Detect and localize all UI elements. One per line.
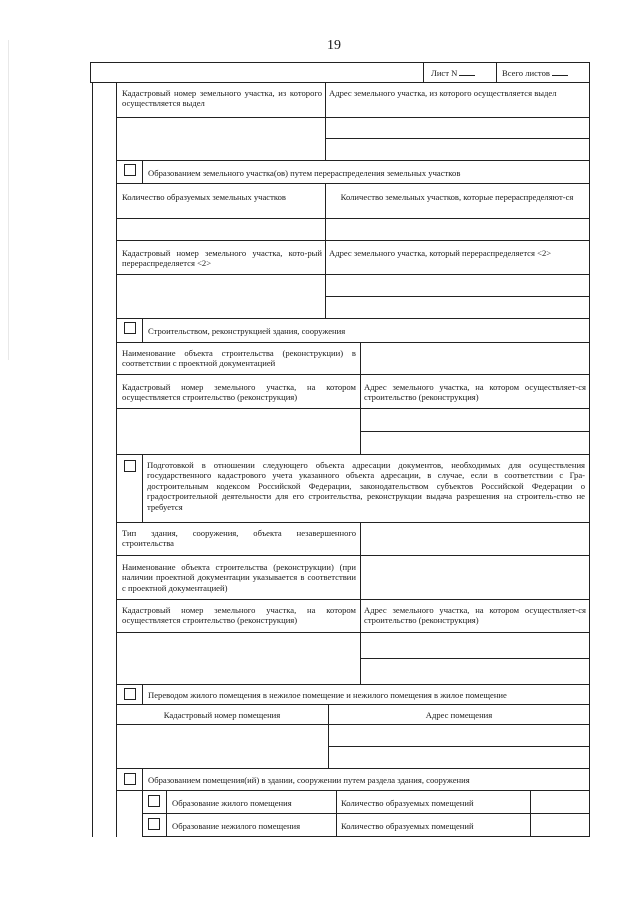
- division-rule-1: [116, 790, 590, 791]
- total-sheets-label: Всего листов: [502, 68, 550, 78]
- preparation-addr-input-2[interactable]: [362, 660, 587, 682]
- redistribution-divider: [325, 183, 326, 318]
- frame-right: [589, 62, 590, 837]
- construction-cad-label: Кадастровый номер земельного участка, на котором осуществляется строительство (реконструкция): [122, 382, 356, 403]
- construction-rule-3: [116, 408, 590, 409]
- transfer-rule-1: [116, 704, 590, 705]
- residential-count-label: Количество образуемых помещений: [341, 798, 474, 808]
- transfer-divider: [328, 704, 329, 768]
- preparation-cad-input[interactable]: [118, 634, 358, 682]
- split-addr-label: Адрес земельного участка, из которого осуществляется выдел: [329, 88, 557, 98]
- total-sheets-field[interactable]: [502, 68, 568, 78]
- construction-addr-input-1[interactable]: [362, 410, 587, 429]
- frame-top: [90, 62, 590, 63]
- redistribution-rule-4: [116, 274, 590, 275]
- construction-rule-5: [116, 454, 590, 455]
- split-cad-label: Кадастровый номер земельного участка, из которого осуществляется выдел: [122, 88, 322, 109]
- transfer-rule-4: [116, 768, 590, 769]
- residential-checkbox[interactable]: [148, 795, 160, 807]
- nonresidential-label: Образование нежилого помещения: [172, 821, 301, 831]
- redistribution-addr-input-2[interactable]: [327, 298, 587, 316]
- preparation-type-label: Тип здания, сооружения, объекта незавершенного строительства: [122, 528, 356, 549]
- transfer-title: Переводом жилого помещения в нежилое помещение и нежилого помещения в жилое помещение: [148, 690, 507, 700]
- count-redistributed-input[interactable]: [327, 220, 587, 238]
- sheet-number-blank: [459, 68, 475, 76]
- construction-cad-input[interactable]: [118, 410, 358, 452]
- split-rule-3: [116, 160, 590, 161]
- scan-artifact: [8, 40, 9, 360]
- construction-name-label: Наименование объекта строительства (реконструкции) в соответствии с проектной документацией: [122, 348, 356, 369]
- split-addr-input-2[interactable]: [327, 140, 587, 158]
- nonresidential-checkbox[interactable]: [148, 818, 160, 830]
- split-addr-input-1[interactable]: [327, 119, 587, 137]
- division-title: Образованием помещения(ий) в здании, сооружении путем раздела здания, сооружения: [148, 775, 470, 785]
- transfer-cad-input[interactable]: [118, 726, 326, 766]
- construction-rule-1: [116, 342, 590, 343]
- redistribution-rule-2: [116, 218, 590, 219]
- count-redistributed-label: Количество земельных участков, которые перераспределяют-ся: [340, 192, 574, 202]
- construction-name-input[interactable]: [362, 344, 587, 372]
- preparation-rule-1: [116, 522, 590, 523]
- division-checkbox[interactable]: [124, 773, 136, 785]
- preparation-title: Подготовкой в отношении следующего объекта адресации документов, необходимых для осуществления государственного кадастрового учета указанного объекта адресации, в случае, если в соответствии с Гра-достроительным кодексом Российской Федерации, законодательством субъектов Российской Федерации о градостроительной деятельности для его строительства, реконструкции выдача разрешения на строитель-ство не требуется: [147, 460, 585, 512]
- redistribution-addr-label: Адрес земельного участка, который перераспределяется <2>: [329, 248, 552, 258]
- preparation-divider: [360, 522, 361, 684]
- count-formed-input[interactable]: [118, 220, 323, 238]
- construction-checkbox[interactable]: [124, 322, 136, 334]
- redistribution-rule-3: [116, 240, 590, 241]
- redistribution-cad-input[interactable]: [118, 276, 323, 316]
- transfer-addr-label: Адрес помещения: [425, 710, 493, 720]
- redistribution-check-divider: [142, 160, 143, 183]
- transfer-rule-3: [328, 746, 590, 747]
- redistribution-checkbox[interactable]: [124, 164, 136, 176]
- preparation-rule-4: [116, 632, 590, 633]
- header-divider-2: [496, 62, 497, 82]
- preparation-rule-3: [116, 599, 590, 600]
- redistribution-rule-1: [116, 183, 590, 184]
- nonresidential-count-input[interactable]: [532, 815, 587, 834]
- split-rule-2: [325, 138, 590, 139]
- construction-addr-input-2[interactable]: [362, 433, 587, 452]
- preparation-name-input[interactable]: [362, 557, 587, 597]
- construction-divider: [360, 342, 361, 454]
- redistribution-rule-6: [116, 318, 590, 319]
- preparation-type-input[interactable]: [362, 524, 587, 553]
- transfer-rule-2: [116, 724, 590, 725]
- transfer-checkbox[interactable]: [124, 688, 136, 700]
- count-formed-label: Количество образуемых земельных участков: [122, 192, 286, 202]
- sheet-number-label: Лист N: [431, 68, 458, 78]
- residential-label: Образование жилого помещения: [172, 798, 292, 808]
- construction-check-divider: [142, 318, 143, 342]
- total-sheets-blank: [552, 68, 568, 76]
- redistribution-cad-label: Кадастровый номер земельного участка, кото-рый перераспределяется <2>: [122, 248, 322, 269]
- split-rule-1: [116, 117, 590, 118]
- transfer-addr-input-1[interactable]: [330, 726, 587, 744]
- division-check-divider: [142, 768, 143, 790]
- transfer-addr-input-2[interactable]: [330, 748, 587, 766]
- page-number: 19: [327, 38, 341, 53]
- nonresidential-count-label: Количество образуемых помещений: [341, 821, 474, 831]
- split-divider: [325, 82, 326, 160]
- preparation-rule-2: [116, 555, 590, 556]
- preparation-check-divider: [142, 454, 143, 522]
- construction-rule-4: [360, 431, 590, 432]
- construction-rule-2: [116, 374, 590, 375]
- preparation-cad-label: Кадастровый номер земельного участка, на котором осуществляется строительство (реконструкция): [122, 605, 356, 626]
- transfer-check-divider: [142, 684, 143, 704]
- preparation-checkbox[interactable]: [124, 460, 136, 472]
- frame-left-top: [90, 62, 91, 82]
- preparation-rule-6: [116, 684, 590, 685]
- preparation-addr-label: Адрес земельного участка, на котором осуществляет-ся строительство (реконструкция): [364, 605, 586, 626]
- sheet-number-field[interactable]: [431, 68, 475, 78]
- transfer-cad-label: Кадастровый номер помещения: [163, 710, 281, 720]
- construction-title: Строительством, реконструкцией здания, сооружения: [148, 326, 346, 336]
- residential-count-input[interactable]: [532, 792, 587, 811]
- redistribution-rule-5: [325, 296, 590, 297]
- preparation-addr-input-1[interactable]: [362, 634, 587, 656]
- division-rule-3: [142, 836, 590, 837]
- split-cad-input[interactable]: [118, 119, 323, 158]
- header-bottom: [90, 82, 590, 83]
- preparation-name-label: Наименование объекта строительства (реконструкции) (при наличии проектной документации указывается в соответствии с проектной документацией): [122, 562, 356, 593]
- frame-left: [92, 82, 93, 837]
- redistribution-addr-input-1[interactable]: [327, 276, 587, 294]
- construction-addr-label: Адрес земельного участка, на котором осуществляет-ся строительство (реконструкция): [364, 382, 586, 403]
- header-divider-1: [423, 62, 424, 82]
- redistribution-title: Образованием земельного участка(ов) путем перераспределения земельных участков: [148, 168, 461, 178]
- preparation-rule-5: [360, 658, 590, 659]
- division-rule-2: [142, 813, 590, 814]
